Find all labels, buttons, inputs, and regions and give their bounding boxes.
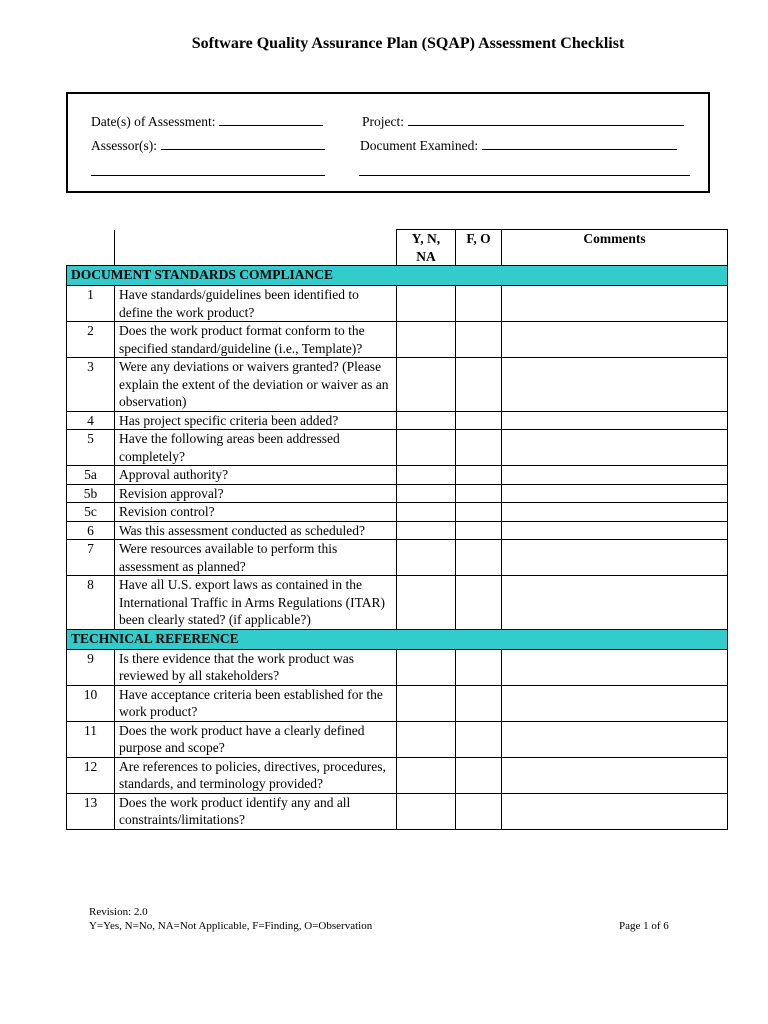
checklist-row [67,576,728,630]
comments-cell[interactable] [502,721,728,757]
item-number: 7 [67,540,115,576]
checklist-row [67,466,728,485]
checklist-row [67,484,728,503]
question-text: Have standards/guidelines been identified to define the work product? [115,286,397,322]
checklist-row [67,411,728,430]
ynna-cell[interactable] [397,322,456,358]
fo-cell[interactable] [456,521,502,540]
fo-cell[interactable] [456,503,502,522]
checklist-row [67,793,728,829]
question-text: Revision control? [115,503,397,522]
blank-header-cell [115,230,397,266]
blank-line-right[interactable] [359,175,690,176]
question-text: Revision approval? [115,484,397,503]
blank-header-cell [67,230,115,266]
page-title: Software Quality Assurance Plan (SQAP) Assessment Checklist [191,35,625,52]
document-input-line[interactable] [482,137,677,150]
checklist-row [67,503,728,522]
comments-cell[interactable] [502,358,728,412]
question-text: Does the work product identify any and all constraints/limitations? [115,793,397,829]
project-field[interactable] [362,113,684,130]
checklist-row [67,322,728,358]
fo-cell[interactable] [456,576,502,630]
checklist-row [67,685,728,721]
item-number: 12 [67,757,115,793]
fo-cell[interactable] [456,721,502,757]
checklist-row [67,358,728,412]
document-label: Document Examined: [360,138,479,153]
question-text: Were any deviations or waivers granted? (Please explain the extent of the deviation or waiver as an observation) [115,358,397,412]
checklist-body [67,266,728,830]
page-number: Page 1 of 6 [619,920,669,932]
fo-cell[interactable] [456,322,502,358]
ynna-cell[interactable] [397,576,456,630]
section-header-row [67,629,728,649]
ynna-cell[interactable] [397,484,456,503]
item-number: 3 [67,358,115,412]
section-heading: DOCUMENT STANDARDS COMPLIANCE [67,266,728,286]
item-number: 5a [67,466,115,485]
fo-cell[interactable] [456,540,502,576]
ynna-cell[interactable] [397,411,456,430]
checklist-row [67,757,728,793]
comments-cell[interactable] [502,286,728,322]
item-number: 1 [67,286,115,322]
checklist-row [67,521,728,540]
fo-header: F, O [456,230,502,266]
comments-cell[interactable] [502,685,728,721]
ynna-cell[interactable] [397,793,456,829]
revision-text: Revision: 2.0 [89,906,148,918]
question-text: Were resources available to perform this assessment as planned? [115,540,397,576]
item-number: 5 [67,430,115,466]
fo-cell[interactable] [456,685,502,721]
checklist-row [67,286,728,322]
question-text: Does the work product format conform to the specified standard/guideline (i.e., Template)? [115,322,397,358]
checklist-row [67,430,728,466]
item-number: 9 [67,649,115,685]
question-text: Have all U.S. export laws as contained in the International Traffic in Arms Regulations (ITAR) been clearly stated? (if applicable?) [115,576,397,630]
ynna-cell[interactable] [397,503,456,522]
blank-line-left[interactable] [91,175,325,176]
checklist-table [66,229,728,830]
comments-cell[interactable] [502,503,728,522]
comments-cell[interactable] [502,466,728,485]
comments-cell[interactable] [502,540,728,576]
checklist-row [67,540,728,576]
item-number: 10 [67,685,115,721]
item-number: 11 [67,721,115,757]
ynna-cell[interactable] [397,521,456,540]
item-number: 5c [67,503,115,522]
legend-text: Y=Yes, N=No, NA=Not Applicable, F=Finding, O=Observation [89,920,373,932]
fo-cell[interactable] [456,286,502,322]
ynna-cell[interactable] [397,430,456,466]
date-input-line[interactable] [219,113,323,126]
comments-cell[interactable] [502,757,728,793]
comments-cell[interactable] [502,793,728,829]
project-input-line[interactable] [408,113,684,126]
ynna-cell[interactable] [397,757,456,793]
question-text: Approval authority? [115,466,397,485]
comments-cell[interactable] [502,521,728,540]
fo-cell[interactable] [456,411,502,430]
ynna-cell[interactable] [397,721,456,757]
item-number: 13 [67,793,115,829]
comments-cell[interactable] [502,322,728,358]
question-text: Was this assessment conducted as scheduled? [115,521,397,540]
checklist-row [67,649,728,685]
item-number: 2 [67,322,115,358]
comments-cell[interactable] [502,576,728,630]
date-field[interactable] [91,113,323,130]
ynna-cell[interactable] [397,685,456,721]
ynna-cell[interactable] [397,540,456,576]
question-text: Does the work product have a clearly defined purpose and scope? [115,721,397,757]
item-number: 4 [67,411,115,430]
comments-header: Comments [502,230,728,266]
assessor-input-line[interactable] [161,137,325,150]
fo-cell[interactable] [456,430,502,466]
fo-cell[interactable] [456,484,502,503]
section-heading: TECHNICAL REFERENCE [67,629,728,649]
fo-cell[interactable] [456,466,502,485]
assessor-label: Assessor(s): [91,138,157,153]
item-number: 8 [67,576,115,630]
project-label: Project: [362,114,404,129]
comments-cell[interactable] [502,411,728,430]
item-number: 5b [67,484,115,503]
question-text: Are references to policies, directives, procedures, standards, and terminology provided? [115,757,397,793]
question-text: Have acceptance criteria been established for the work product? [115,685,397,721]
ynna-cell[interactable] [397,466,456,485]
section-header-row [67,266,728,286]
question-text: Is there evidence that the work product was reviewed by all stakeholders? [115,649,397,685]
item-number: 6 [67,521,115,540]
assessment-info-box [66,92,710,193]
document-field[interactable] [360,137,677,154]
question-text: Have the following areas been addressed completely? [115,430,397,466]
ynna-cell[interactable] [397,649,456,685]
fo-cell[interactable] [456,793,502,829]
comments-cell[interactable] [502,430,728,466]
assessor-field[interactable] [91,137,325,154]
date-label: Date(s) of Assessment: [91,114,216,129]
fo-cell[interactable] [456,757,502,793]
ynna-cell[interactable] [397,286,456,322]
checklist-row [67,721,728,757]
ynna-cell[interactable] [397,358,456,412]
fo-cell[interactable] [456,358,502,412]
question-text: Has project specific criteria been added? [115,411,397,430]
header-row [67,230,728,266]
fo-cell[interactable] [456,649,502,685]
comments-cell[interactable] [502,649,728,685]
ynna-header: Y, N, NA [397,230,456,266]
comments-cell[interactable] [502,484,728,503]
